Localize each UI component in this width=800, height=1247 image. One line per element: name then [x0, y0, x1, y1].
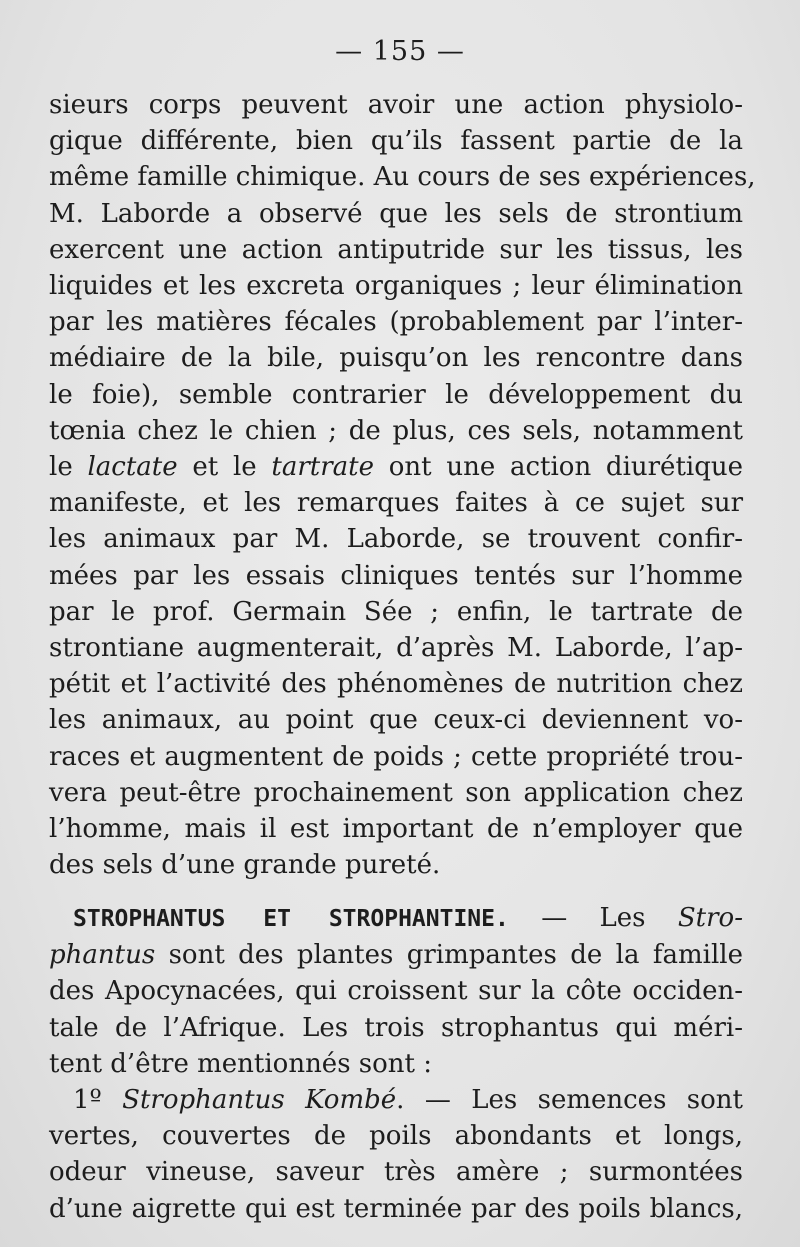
text-line: d’une aigrette qui est terminée par des poils blancs, [49, 1193, 743, 1224]
section-heading: STROPHANTUS ET STROPHANTINE. [73, 906, 509, 932]
text-line: médiaire de la bile, puisqu’on les rencontre dans [49, 343, 743, 374]
text-line: liquides et les excreta organiques ; leur élimination [49, 271, 743, 302]
text-line: strontiane augmenterait, d’après M. Laborde, l’ap- [49, 633, 743, 664]
text-line: phantus sont des plantes grimpantes de la famille [49, 940, 743, 971]
page-number: — 155 — [335, 36, 465, 67]
text-line: M. Laborde a observé que les sels de strontium [49, 198, 743, 229]
text-line: le lactate et le tartrate ont une action diurétique [49, 452, 743, 483]
paragraph-strontium [49, 87, 756, 883]
text-line: par le prof. Germain Sée ; enfin, le tartrate de [49, 596, 743, 627]
italic-term-lactate: lactate [87, 452, 178, 483]
text-line: vera peut-être prochainement son application chez [49, 777, 743, 808]
text-line: odeur vineuse, saveur très amère ; surmontées [49, 1157, 743, 1188]
section-strophantus [49, 900, 743, 1227]
text-line: tale de l’Afrique. Les trois strophantus qui méri- [49, 1012, 743, 1043]
text-line: des Apocynacées, qui croissent sur la côte occiden- [49, 976, 743, 1007]
text-line: manifeste, et les remarques faites à ce sujet sur [49, 488, 743, 519]
text-line: l’homme, mais il est important de n’employer que [49, 814, 743, 845]
text-line: même famille chimique. Au cours de ses expériences, [49, 162, 756, 193]
italic-term-tartrate: tartrate [271, 452, 374, 483]
italic-term-strophantus: Stro- [677, 903, 743, 933]
italic-term-phantus: phantus [49, 940, 156, 971]
text-line: par les matières fécales (probablement par l’inter- [49, 307, 743, 338]
text-line: sieurs corps peuvent avoir une action physiolo- [49, 90, 743, 120]
text-line: tœnia chez le chien ; de plus, ces sels, notamment [49, 415, 743, 446]
section-first-line: STROPHANTUS ET STROPHANTINE. — Les Stro- [73, 903, 743, 933]
text-line: le foie), semble contrarier le développement du [49, 379, 743, 410]
text-line: des sels d’une grande pureté. [49, 850, 441, 881]
text-line: vertes, couvertes de poils abondants et longs, [49, 1121, 743, 1152]
text-line: pétit et l’activité des phénomènes de nutrition chez [49, 669, 743, 700]
text-line: gique différente, bien qu’ils fassent partie de la [49, 126, 743, 157]
text-line: 1º Strophantus Kombé. — Les semences sont [73, 1085, 743, 1116]
italic-term-strophantus-kombe: Strophantus Kombé [122, 1085, 397, 1116]
text-line: mées par les essais cliniques tentés sur l’homme [49, 560, 743, 591]
text-line: tent d’être mentionnés sont : [49, 1048, 433, 1079]
text-line: exercent une action antiputride sur les tissus, les [49, 234, 743, 265]
text-line: les animaux, au point que ceux-ci deviennent vo- [49, 705, 743, 736]
text-line: les animaux par M. Laborde, se trouvent confir- [49, 524, 743, 555]
text-line: races et augmentent de poids ; cette propriété trou- [49, 741, 743, 772]
